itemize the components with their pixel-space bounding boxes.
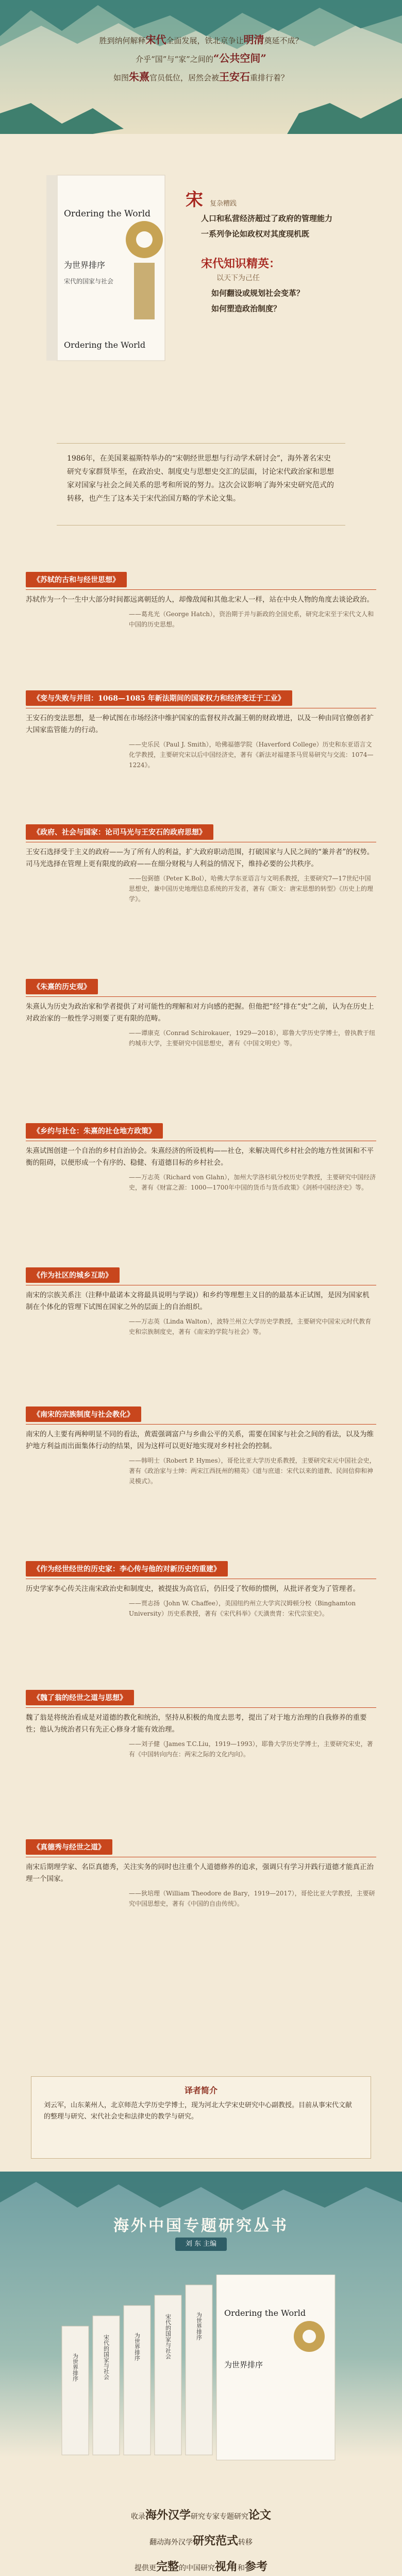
promo-line-1: 人口和私营经济超过了政府的管理能力	[201, 214, 333, 223]
review-body: 朱熹认为历史为政治家和学者提供了对可能性的理解和对方向感的把握。但他把“经”排在“史”之前，认为在历史上对政治家的一般性学习则要了更有限的范畴。	[26, 1003, 374, 1023]
book-title-en: Ordering the World	[64, 209, 151, 219]
book-title-cn: 为世界排序	[64, 260, 106, 270]
tagline-text: 翻动海外汉学	[149, 2538, 193, 2547]
book-spines	[62, 2285, 212, 2455]
intro-text: 奠延不成？	[264, 36, 303, 45]
spine-label: 宋代的国家与社会	[103, 2334, 110, 2380]
review-heading: 《朱熹的历史观》	[26, 979, 98, 994]
translator-box	[31, 2076, 371, 2159]
tagline-highlight: 完整	[156, 2560, 179, 2573]
promo-line-2: 一系列争论如政权对其度现机既	[201, 229, 310, 239]
review-body: 南宋的人主要有两种明显不同的看法，黄震强调富户与乡曲公平的关系，需要在国家与社会之间的看法，以及为维护地方利益而出面集体行动的结果，因为这样可以更好地实现对乡村社会的控制。	[26, 1430, 374, 1450]
tagline-2	[0, 2532, 402, 2548]
review-divider	[26, 1424, 376, 1425]
series-title: 海外中国专题研究丛书	[113, 2217, 289, 2235]
tagline-highlight: 海外汉学	[145, 2509, 191, 2522]
tagline-text: 研究专家专题研究	[191, 2513, 248, 2521]
review-attribution: ——谭康克（Conrad Schirokauer，1929—2018），耶鲁大学历史学博士，曾执教于纽约城市大学，主要研究中国思想史，著有《中国文明史》等。	[129, 1029, 376, 1047]
cover-title-en: Ordering the World	[224, 2308, 306, 2318]
book-subtitle-cn: 宋代的国家与社会	[64, 278, 114, 285]
series-section	[0, 2172, 402, 2576]
review-attribution: ——葛兆光（George Hatch），资治期于并与新政的全国史系，研究北宋至于宋代文人和中国的历史思想。	[129, 611, 374, 628]
tagline-highlight: 研究范式	[192, 2534, 238, 2548]
promo-text-block	[186, 185, 392, 316]
intro-text: 如图	[113, 73, 129, 82]
tagline-3	[0, 2558, 402, 2574]
review-body: 王安石选择受于主义的政府——为了所有人的利益，扩大政府职动范围，打破国家与人民之间的“兼并者”的权势。司马光选择在管理上更有限度的政府——在细分财税与人利益的情况下，维持必要的公共秩序。	[26, 848, 374, 868]
review-heading: 《政府、社会与国家：论司马光与王安石的政府思想》	[26, 824, 213, 840]
intro-text: 胜到纳何解释	[99, 36, 146, 45]
intro-line-3	[31, 68, 371, 87]
translator-body: 刘云军，山东莱州人，北京师范大学历史学博士，现为河北大学宋史研究中心副教授。目前从事宋代文献的整理与研究、宋代社会史和法律史的教学与研究。	[44, 2102, 353, 2121]
review-body: 王安石的变法思想，是一种试图在市场经济中维护国家的监督权并改漏王朝的财政增进，以及一种由同官僚创者扩大国家监管能力的行动。	[26, 714, 374, 734]
series-books-image	[46, 2275, 356, 2470]
tagline-text: 转移	[238, 2538, 253, 2547]
review-attribution: ——包弼德（Peter K.Bol），哈佛大学东亚语言与文明系教授，主要研究7—17世纪中国思想史，兼中国历史地理信息系统的开发者，著有《斯文：唐宋思想的转型》《历史上的理学》。	[129, 875, 374, 903]
intro-questions	[31, 31, 371, 87]
review-heading: 《变与失败与并回：1068—1085 年新法期间的国家权力和经济变迁于工业》	[26, 690, 292, 706]
review-item	[26, 979, 376, 1048]
intro-text: 介乎“国”与“家”之间的	[136, 55, 213, 64]
book-bottom-title: Ordering the World	[64, 340, 146, 350]
review-body: 南宋后期理学家、名臣真德秀，关注实务的同时也注重个人道德修养的追求，强调只有学习并践行道德才能真正治理一个国家。	[26, 1863, 374, 1883]
review-item	[26, 1406, 376, 1486]
promo-small: 复杂糟践	[210, 200, 237, 208]
series-editor-badge: 刘 东 主编	[175, 2238, 227, 2251]
review-body: 朱熹试图创建一个自治的乡村自治协会。朱熹经济的所设机构——社仓，来解决周代乡村社会的地方性贫困和不平衡的阻碍，以便形成一个有序的、稳健、有道德目标的乡村社会。	[26, 1147, 374, 1167]
intro-line-1	[31, 31, 371, 49]
review-heading: 《作为经世经世的历史家：李心传与他的对新历史的重建》	[26, 1561, 228, 1577]
intro-highlight: 朱熹	[128, 71, 149, 83]
tagline-highlight: 论文	[248, 2509, 272, 2522]
review-item	[26, 1123, 376, 1193]
reviews-section	[0, 572, 402, 2056]
intro-line-2	[31, 49, 371, 68]
front-book-cover	[216, 2275, 335, 2460]
tagline-highlight: 视角	[214, 2560, 238, 2573]
review-item	[26, 824, 376, 904]
intro-highlight: “公共空间”	[213, 52, 266, 64]
tagline-text: 的中国研究	[178, 2564, 215, 2572]
review-attribution: ——刘子健（James T.C.Liu，1919—1993），耶鲁大学历史学博士，主要研究宋史，著有《中国转向内在：两宋之际的文化内向》。	[129, 1740, 373, 1758]
spine-label: 宋代的国家与社会	[164, 2314, 172, 2359]
intro-text: 全面发展，铁北京争让	[166, 36, 244, 45]
review-heading: 《魏了翁的经世之道与思想》	[26, 1690, 134, 1705]
hero-section	[0, 149, 402, 397]
review-item	[26, 1267, 376, 1337]
tagline-1	[0, 2506, 402, 2522]
review-item	[26, 572, 376, 630]
review-heading: 《作为社区的城乡互助》	[26, 1267, 120, 1283]
review-heading: 《苏轼的古和与经世思想》	[26, 572, 127, 587]
tagline-text: 提供更	[134, 2564, 156, 2572]
spine-label: 为世界排序	[195, 2312, 203, 2341]
summary-paragraph: 1986年，在美国莱福斯特举办的“宋朝经世思想与行动学术研讨会”，海外著名宋史研究专家群贤毕至，在政治史、制度史与思想史交汇的层面，讨论宋代政治家和思想家对国家与社会之间关系的思考和所说的努力。这次会议影响了海外宋史研究范式的转移，也产生了这本关于宋代治国方略的学术论文集。	[57, 443, 345, 526]
review-heading: 《真德秀与经世之道》	[26, 1839, 112, 1855]
review-heading: 《南宋的宗族制度与社会教化》	[26, 1406, 141, 1422]
review-divider	[26, 996, 376, 997]
promo-big-char: 宋	[186, 190, 203, 210]
review-attribution: ——韩明士（Robert P. Hymes），哥伦比亚大学历史系教授，主要研究宋元中国社会史，著有《政治家与士绅：两宋江西抚州的精英》《道与庶道：宋代以来的道教、民间信仰和神灵模式》。	[129, 1457, 376, 1485]
review-attribution: ——史乐民（Paul J. Smith），哈佛福德学院（Haverford College）历史和东亚语言文化学教授，主要研究宋以后中国经济史，著有《新法对福建茶马贸易研究与交流：1074—1224》。	[129, 741, 374, 769]
review-item	[26, 690, 376, 770]
review-item	[26, 1839, 376, 1909]
review-attribution: ——贾志扬（John W. Chaffee），美国纽约州立大学宾汉姆顿分校（Binghamton University）历史系教授，著有《宋代科举》《天潢贵胄：宋代宗室史》。	[129, 1600, 356, 1617]
tagline-highlight: 参考	[245, 2560, 268, 2573]
promo-question-1: 如何翻设或规划社会变革？	[211, 289, 305, 298]
review-body: 南宋的宗族关系注（注释中最诺本文将最具说明与学说)）和乡约等理想主义目的的最基本正试图，是因为国家机制在个体化的管理下试图在国家之外的层面上的自治组织。	[26, 1291, 370, 1311]
cover-title-cn: 为世界排序	[224, 2360, 263, 2369]
intro-highlight: 明清	[243, 33, 264, 46]
review-body: 魏了翁是将统治看成是对道德的教化和统治，坚持从积极的角度去思考，提出了对于地方治理的自我修养的重要性；他认为统治者只有先正心修身才能有效治理。	[26, 1714, 367, 1734]
translator-title: 译者简介	[184, 2086, 217, 2095]
review-body: 历史学家李心传关注南宋政治史和制度史，被提拔为高官后，仍旧受了牧师的惯例，从批评者变为了管理者。	[26, 1585, 360, 1593]
intro-text: 官员低位，居然会被	[149, 73, 219, 82]
review-divider	[26, 589, 376, 590]
review-attribution: ——狄培理（William Theodore de Bary，1919—2017），哥伦比亚大学教授，主要研究中国思想史，著有《中国的自由传统》。	[129, 1890, 375, 1907]
intro-highlight: 王安石	[219, 71, 250, 83]
promo-sub: 以天下为己任	[216, 274, 260, 282]
review-body: 苏轼作为一个一生中大部分时间都远离朝廷的人，却像敌闻和其他北宋人一样，站在中央人物的角度去谈论政治。	[26, 596, 374, 604]
spine-label: 为世界排序	[72, 2353, 79, 2382]
review-divider	[26, 1707, 376, 1708]
review-heading: 《乡约与社仓：朱熹的社仓地方政策》	[26, 1123, 163, 1139]
promo-question-2: 如何塑造政治制度？	[211, 304, 281, 313]
promo-title: 宋代知识精英：	[201, 257, 281, 270]
review-item	[26, 1690, 376, 1759]
intro-highlight: 宋代	[145, 33, 166, 46]
tagline-text: 收录	[130, 2513, 145, 2521]
spine-label: 为世界排序	[133, 2332, 141, 2361]
book-cover-image	[41, 170, 170, 366]
review-attribution: ——万志英（Richard von Glahn），加州大学洛杉矶分校历史学教授，主要研究中国经济史，著有《财富之源：1000—1700年中国的货币与货币政策》《剑桥中国经济史》等。	[129, 1174, 376, 1191]
review-item	[26, 1561, 376, 1619]
intro-text: 重排行着？	[250, 73, 289, 82]
tagline-text: 和	[238, 2564, 245, 2572]
review-attribution: ——万志英（Linda Walton），波特兰州立大学历史学教授，主要研究中国宋元时代教育史和宗族制度史，著有《南宋的学院与社会》等。	[129, 1318, 372, 1335]
